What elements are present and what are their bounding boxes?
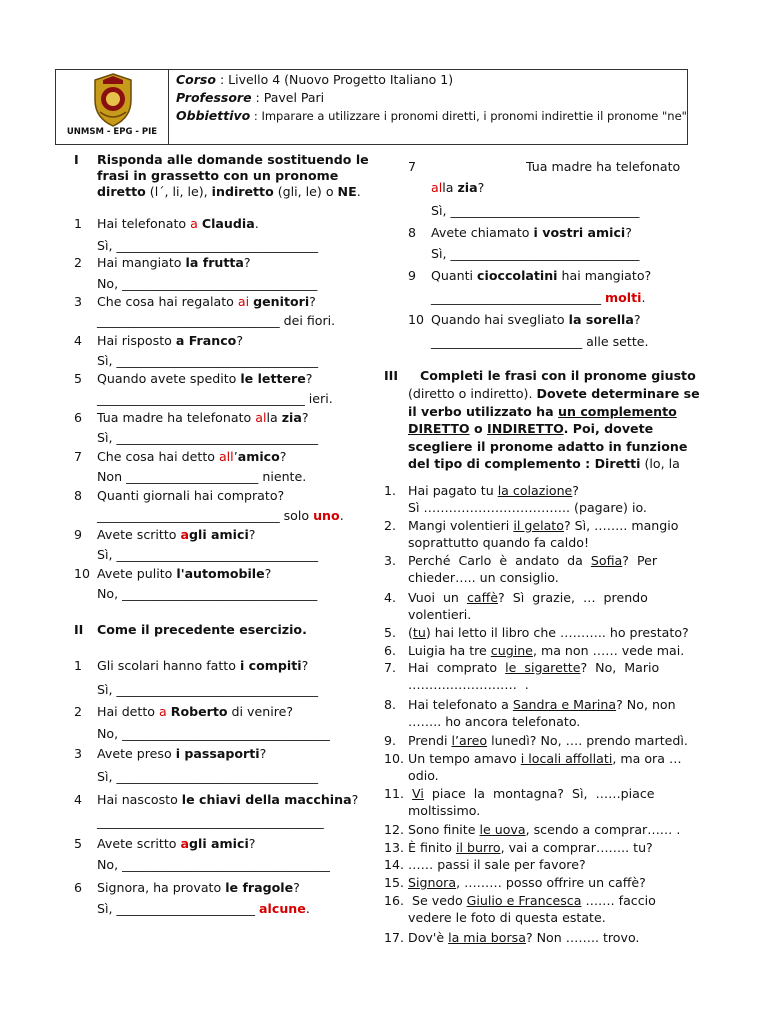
answer-line: Sì, ________________________________: [97, 769, 318, 784]
exercise-question: Avete chiamato i vostri amici?: [431, 225, 632, 240]
exercise-item: 17.: [384, 930, 405, 945]
exercise-item: 11.: [384, 786, 405, 801]
exercise-item: 7: [74, 449, 83, 464]
answer-line: No, _________________________________: [97, 726, 330, 741]
exercise-sentence: Vuoi un caffè? Sì grazie, … prendo: [408, 590, 648, 605]
exercise-item: 8: [74, 488, 83, 503]
exercise-sentence: ……….……………. .: [408, 677, 529, 692]
exercise-item: 2: [74, 255, 83, 270]
exercise-item: 8: [408, 225, 417, 240]
institution-caption: UNMSM - EPG - PIE: [66, 127, 158, 137]
answer-line: No, _________________________________: [97, 857, 330, 872]
section-instruction: (diretto o indiretto). Dovete determinare se: [408, 386, 700, 401]
course-header-table: [55, 69, 688, 145]
exercise-item: 9: [408, 268, 417, 283]
exercise-item: 13.: [384, 840, 405, 855]
exercise-sentence: Sono finite le uova, scendo a comprar…… .: [408, 822, 681, 837]
exercise-sentence: Hai comprato le sigarette? No, Mario: [408, 660, 660, 675]
exercise-sentence: Hai telefonato a Sandra e Marina? No, non: [408, 697, 676, 712]
exercise-item: 6: [74, 880, 83, 895]
exercise-item: 5: [74, 836, 83, 851]
university-crest-icon: [90, 72, 136, 128]
exercise-question: Avete scritto agli amici?: [97, 836, 256, 851]
exercise-item: 3: [74, 294, 83, 309]
exercise-sentence: Dov'è la mia borsa? Non …….. trovo.: [408, 930, 640, 945]
exercise-sentence: vedere le foto di questa estate.: [408, 910, 606, 925]
exercise-item: 2.: [384, 518, 397, 533]
exercise-sentence: Hai pagato tu la colazione?: [408, 483, 579, 498]
exercise-item: 9.: [384, 733, 397, 748]
exercise-item: 7.: [384, 660, 397, 675]
section-instruction: Risponda alle domande sostituendo le: [97, 152, 369, 167]
exercise-item: 4: [74, 792, 83, 807]
exercise-item: 8.: [384, 697, 397, 712]
exercise-sentence: chieder….. un consiglio.: [408, 570, 559, 585]
exercise-item: 6.: [384, 643, 397, 658]
exercise-question: Hai nascosto le chiavi della macchina?: [97, 792, 359, 807]
section-instruction: frasi in grassetto con un pronome: [97, 168, 339, 183]
exercise-question: Hai risposto a Franco?: [97, 333, 244, 348]
section-instruction: Completi le frasi con il pronome giusto: [420, 368, 696, 383]
answer-line: Sì, ________________________________: [97, 353, 318, 368]
exercise-question: alla zia?: [431, 180, 485, 195]
answer-line: Sì, ______________________________: [431, 246, 640, 261]
logo-cell: [56, 70, 169, 144]
course-row: Corso : Livello 4 (Nuovo Progetto Italiano 1): [176, 72, 454, 87]
exercise-item: 1: [74, 216, 83, 231]
answer-line: _________________________________ ieri.: [97, 391, 333, 406]
exercise-item: 15.: [384, 875, 405, 890]
answer-line: ___________________________ molti.: [431, 290, 646, 305]
exercise-sentence: …… passi il sale per favore?: [408, 857, 586, 872]
exercise-sentence: Sì …………………………….. (pagare) io.: [408, 500, 647, 515]
exercise-question: Che cosa hai regalato ai genitori?: [97, 294, 316, 309]
answer-line: Non _____________________ niente.: [97, 469, 307, 484]
exercise-question: Quando hai svegliato la sorella?: [431, 312, 641, 327]
answer-line: ____________________________________: [97, 814, 324, 829]
exercise-question: Avete pulito l'automobile?: [97, 566, 272, 581]
exercise-item: 5.: [384, 625, 397, 640]
answer-line: Sì, ________________________________: [97, 238, 318, 253]
section-number: II: [74, 622, 84, 637]
exercise-sentence: Prendi l’areo lunedì? No, …. prendo martedì.: [408, 733, 688, 748]
exercise-sentence: odio.: [408, 768, 439, 783]
answer-line: Sì, ______________________ alcune.: [97, 901, 310, 916]
exercise-question: Hai detto a Roberto di venire?: [97, 704, 294, 719]
exercise-item: 9: [74, 527, 83, 542]
answer-line: ________________________ alle sette.: [431, 334, 649, 349]
exercise-question: Quando avete spedito le lettere?: [97, 371, 313, 386]
section-number: III: [384, 368, 399, 383]
exercise-question: Tua madre ha telefonato alla zia?: [97, 410, 309, 425]
exercise-item: 4.: [384, 590, 397, 605]
exercise-question: Gli scolari hanno fatto i compiti?: [97, 658, 309, 673]
exercise-question: Tua madre ha telefonato: [526, 159, 681, 174]
section-instruction: del tipo di complemento : Diretti (lo, la: [408, 456, 680, 471]
exercise-item: 12.: [384, 822, 405, 837]
exercise-question: Quanti giornali hai comprato?: [97, 488, 285, 503]
exercise-sentence: Vi piace la montagna? Sì, ……piace: [412, 786, 655, 801]
exercise-sentence: Se vedo Giulio e Francesca ……. faccio: [408, 893, 656, 908]
exercise-item: 2: [74, 704, 83, 719]
exercise-question: Hai mangiato la frutta?: [97, 255, 251, 270]
exercise-item: 1: [74, 658, 83, 673]
exercise-question: Avete scritto agli amici?: [97, 527, 256, 542]
exercise-question: Che cosa hai detto all’amico?: [97, 449, 287, 464]
answer-line: Sì, ______________________________: [431, 203, 640, 218]
professor-row: Professore : Pavel Pari: [176, 90, 325, 105]
answer-line: Sì, ________________________________: [97, 682, 318, 697]
section-instruction: diretto (l´, li, le), indiretto (gli, le) o NE.: [97, 184, 361, 199]
exercise-sentence: Signora, ……… posso offrire un caffè?: [408, 875, 646, 890]
exercise-item: 5: [74, 371, 83, 386]
exercise-sentence: …….. ho ancora telefonato.: [408, 714, 581, 729]
exercise-item: 6: [74, 410, 83, 425]
exercise-sentence: Luigia ha tre cugine, ma non …… vede mai.: [408, 643, 685, 658]
section-number: I: [74, 152, 79, 167]
exercise-item: 7: [408, 159, 417, 174]
exercise-question: Hai telefonato a Claudia.: [97, 216, 259, 231]
exercise-question: Avete preso i passaporti?: [97, 746, 267, 761]
exercise-item: 4: [74, 333, 83, 348]
section-instruction: scegliere il pronome adatto in funzione: [408, 439, 688, 454]
exercise-sentence: moltissimo.: [408, 803, 481, 818]
answer-line: No, _______________________________: [97, 276, 318, 291]
exercise-sentence: È finito il burro, vai a comprar…….. tu?: [408, 840, 653, 855]
exercise-item: 14.: [384, 857, 405, 872]
exercise-item: 3.: [384, 553, 397, 568]
exercise-sentence: volentieri.: [408, 607, 472, 622]
answer-line: _____________________________ dei fiori.: [97, 313, 336, 328]
exercise-item: 1.: [384, 483, 397, 498]
answer-line: No, _______________________________: [97, 586, 318, 601]
exercise-sentence: Perché Carlo è andato da Sofia? Per: [408, 553, 658, 568]
exercise-sentence: soprattutto quando fa caldo!: [408, 535, 590, 550]
exercise-sentence: (tu) hai letto il libro che ……….. ho prestato?: [408, 625, 689, 640]
exercise-question: Quanti cioccolatini hai mangiato?: [431, 268, 652, 283]
section-title: Come il precedente esercizio.: [97, 622, 307, 637]
exercise-item: 10: [408, 312, 425, 327]
section-instruction: il verbo utilizzato ha un complemento: [408, 404, 677, 419]
exercise-sentence: Mangi volentieri il gelato? Sì, …….. mangio: [408, 518, 679, 533]
exercise-item: 16.: [384, 893, 405, 908]
exercise-sentence: Un tempo amavo i locali affollati, ma ora …: [408, 751, 682, 766]
answer-line: Sì, ________________________________: [97, 430, 318, 445]
answer-line: _____________________________ solo uno.: [97, 508, 344, 523]
exercise-item: 10: [74, 566, 91, 581]
objective-row: Obbiettivo : Imparare a utilizzare i pronomi diretti, i pronomi indirettie il pronome "ne": [176, 108, 687, 123]
exercise-question: Signora, ha provato le fragole?: [97, 880, 300, 895]
section-instruction: DIRETTO o INDIRETTO. Poi, dovete: [408, 421, 654, 436]
answer-line: Sì, ________________________________: [97, 547, 318, 562]
exercise-item: 10.: [384, 751, 405, 766]
exercise-item: 3: [74, 746, 83, 761]
